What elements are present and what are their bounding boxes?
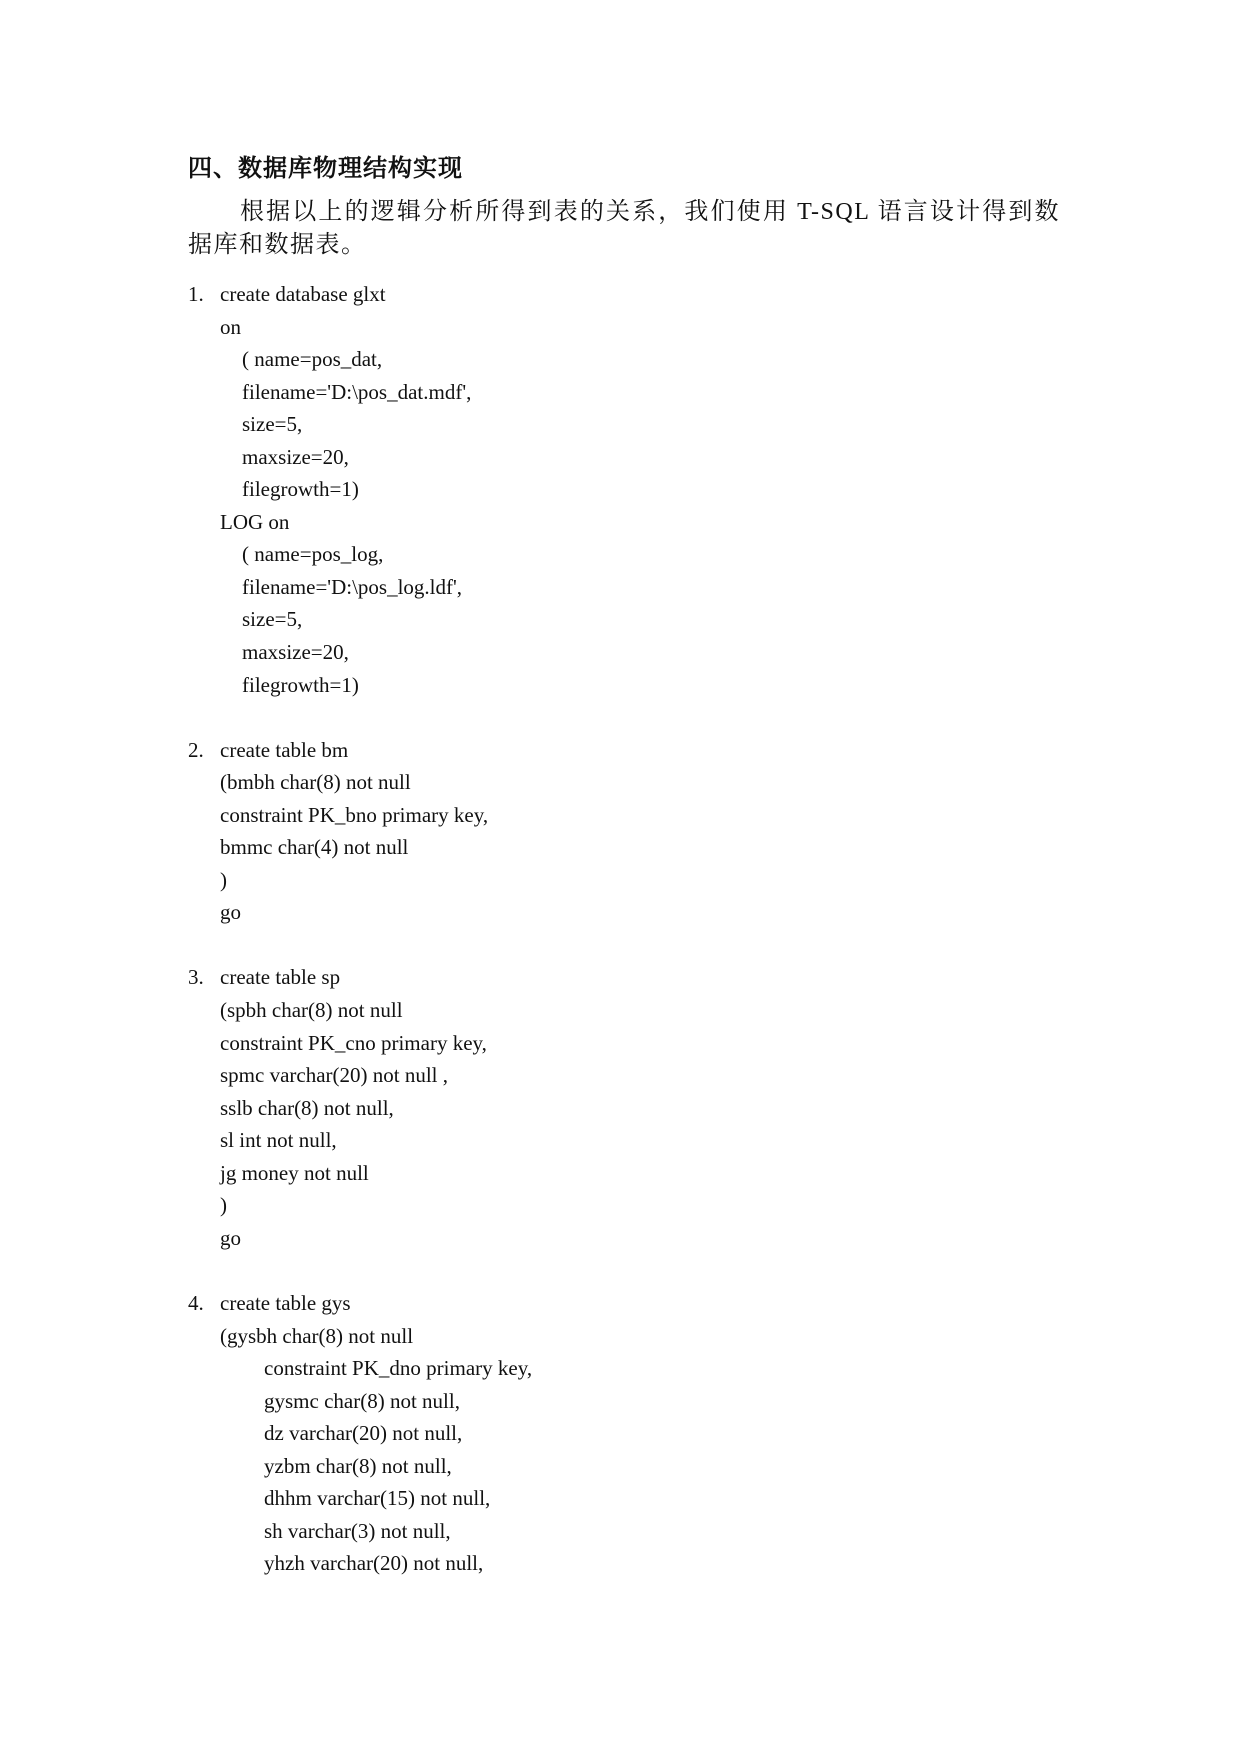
code-text: gysmc char(8) not null, [264, 1388, 460, 1413]
code-text: yhzh varchar(20) not null, [264, 1551, 484, 1576]
code-line [188, 1287, 1088, 1320]
code-text: constraint PK_dno primary key, [264, 1356, 533, 1381]
code-line [188, 1352, 1088, 1385]
code-line [188, 538, 1088, 571]
code-line [188, 1254, 1088, 1287]
code-text: (bmbh char(8) not null [220, 770, 411, 795]
code-line [188, 831, 1088, 864]
code-text: ( name=pos_log, [242, 542, 384, 567]
code-line [188, 1092, 1088, 1125]
code-line [188, 506, 1088, 539]
code-text: ) [220, 867, 227, 892]
code-line [188, 1222, 1088, 1255]
code-text: create table gys [220, 1290, 351, 1315]
code-text: create table bm [220, 737, 349, 762]
sql-code-block [188, 278, 1088, 1580]
code-text: ( name=pos_dat, [242, 347, 383, 372]
code-text: go [220, 1225, 241, 1250]
code-line [188, 734, 1088, 767]
code-text: maxsize=20, [242, 444, 349, 469]
code-text: yzbm char(8) not null, [264, 1453, 452, 1478]
code-text: spmc varchar(20) not null , [220, 1063, 449, 1088]
code-text: on [220, 314, 241, 339]
code-text: sslb char(8) not null, [220, 1095, 394, 1120]
code-text: jg money not null [220, 1160, 369, 1185]
code-text: (spbh char(8) not null [220, 998, 403, 1023]
code-line [188, 1547, 1088, 1580]
code-text: LOG on [220, 509, 290, 534]
code-line [188, 278, 1088, 311]
code-line [188, 1157, 1088, 1190]
list-number: 2. [188, 737, 204, 762]
code-line [188, 1124, 1088, 1157]
code-text: filename='D:\pos_log.ldf', [242, 574, 463, 599]
code-line [188, 376, 1088, 409]
code-line [188, 343, 1088, 376]
code-line [188, 636, 1088, 669]
code-line [188, 929, 1088, 962]
code-text: filename='D:\pos_dat.mdf', [242, 379, 472, 404]
code-line [188, 408, 1088, 441]
section-heading: 四、数据库物理结构实现 [188, 154, 463, 182]
code-text: size=5, [242, 412, 303, 437]
code-text: size=5, [242, 607, 303, 632]
code-text: dz varchar(20) not null, [264, 1421, 463, 1446]
code-line [188, 473, 1088, 506]
code-line [188, 1417, 1088, 1450]
intro-paragraph: 根据以上的逻辑分析所得到表的关系，我们使用 T-SQL 语言设计得到数据库和数据表。 [188, 199, 1060, 258]
code-text: dhhm varchar(15) not null, [264, 1486, 491, 1511]
code-text: bmmc char(4) not null [220, 835, 409, 860]
code-line [188, 701, 1088, 734]
code-line [188, 1027, 1088, 1060]
code-line [188, 1515, 1088, 1548]
code-text: filegrowth=1) [242, 477, 359, 502]
code-line [188, 961, 1088, 994]
code-line [188, 766, 1088, 799]
code-line [188, 1450, 1088, 1483]
list-number: 3. [188, 965, 204, 990]
code-text: constraint PK_cno primary key, [220, 1030, 487, 1055]
list-number: 4. [188, 1290, 204, 1315]
code-text: go [220, 900, 241, 925]
code-line [188, 603, 1088, 636]
code-line [188, 864, 1088, 897]
code-line [188, 669, 1088, 702]
code-line [188, 311, 1088, 344]
code-text: (gysbh char(8) not null [220, 1323, 414, 1348]
code-line [188, 441, 1088, 474]
code-line [188, 1385, 1088, 1418]
code-line [188, 994, 1088, 1027]
code-line [188, 799, 1088, 832]
code-line [188, 571, 1088, 604]
code-text: sh varchar(3) not null, [264, 1518, 451, 1543]
code-text: filegrowth=1) [242, 672, 359, 697]
list-number: 1. [188, 282, 204, 306]
code-line [188, 1482, 1088, 1515]
code-text: maxsize=20, [242, 640, 349, 665]
code-line [188, 896, 1088, 929]
code-line [188, 1189, 1088, 1222]
code-line [188, 1320, 1088, 1353]
code-text: sl int not null, [220, 1128, 337, 1153]
code-text: create table sp [220, 965, 341, 990]
code-text: ) [220, 1193, 227, 1218]
code-line [188, 1059, 1088, 1092]
code-text: create database glxt [220, 282, 386, 306]
code-text: constraint PK_bno primary key, [220, 802, 489, 827]
